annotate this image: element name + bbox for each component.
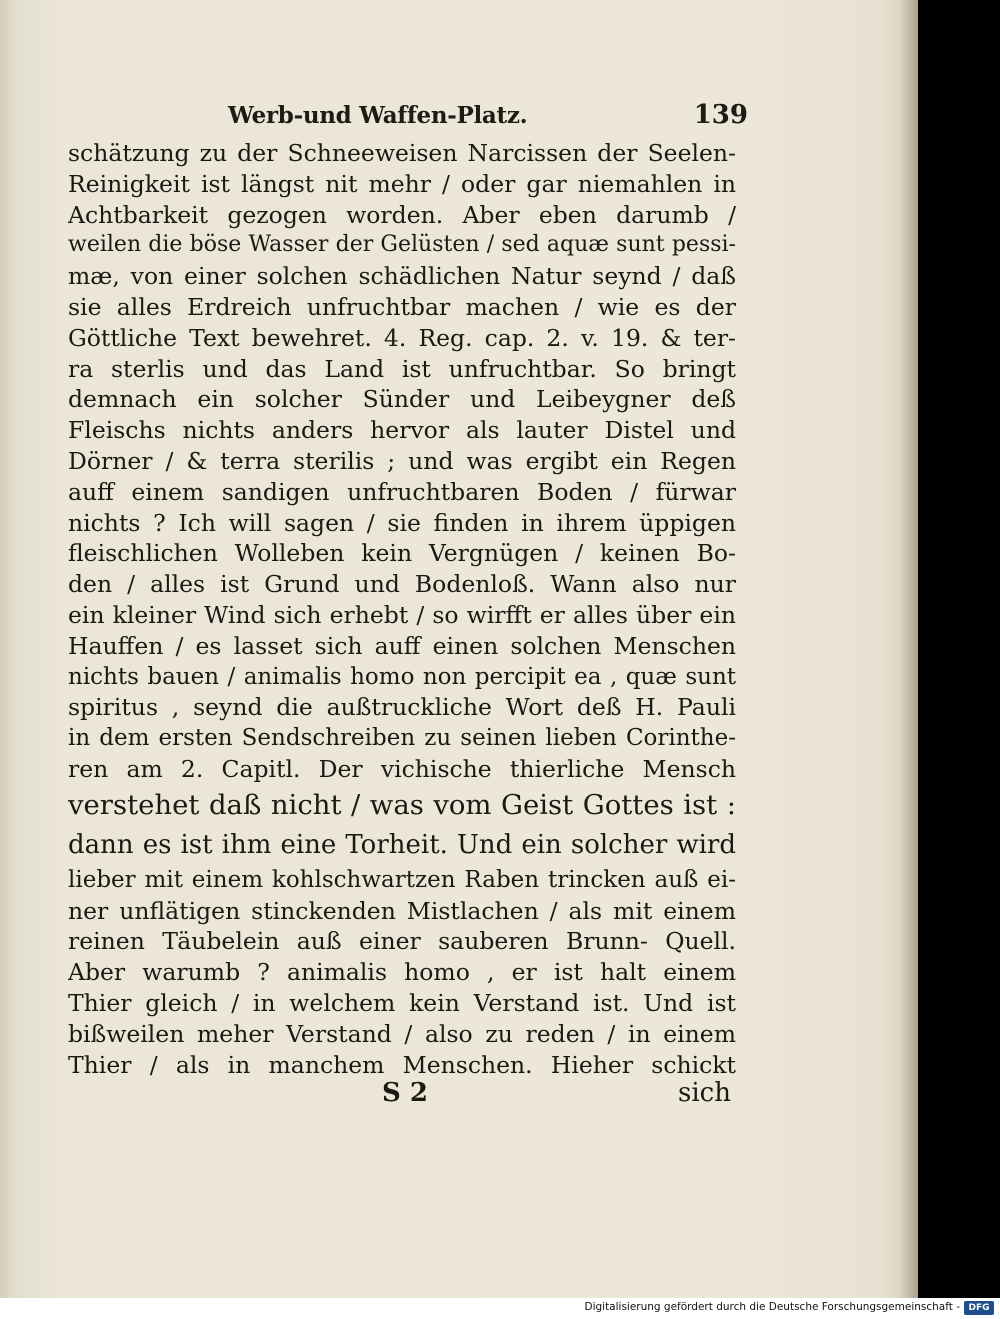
- text-line: in dem ersten Sendschreiben zu seinen lieben Corinthe-: [68, 725, 736, 752]
- body-text: [68, 138, 736, 1080]
- text-line-emphasis: verstehet daß nicht / was vom Geist Gottes ist :: [68, 788, 736, 821]
- text-line: auff einem sandigen unfruchtbaren Boden / fürwar: [68, 477, 736, 506]
- text-line: fleischlichen Wolleben kein Vergnügen / keinen Bo-: [68, 539, 736, 568]
- text-line: schätzung zu der Schneeweisen Narcissen der Seelen-: [68, 139, 736, 167]
- text-line-emphasis: dann es ist ihm eine Torheit. Und ein solcher wird: [68, 829, 736, 860]
- page-edge-shadow: [900, 0, 918, 1298]
- page-header: [228, 102, 748, 138]
- dfg-logo: DFG: [964, 1301, 994, 1315]
- text-line: spiritus , seynd die außtruckliche Wort deß H. Pauli: [68, 693, 736, 722]
- text-line: ren am 2. Capitl. Der vichische thierliche Mensch: [68, 754, 736, 783]
- signature-mark: S 2: [382, 1078, 428, 1108]
- text-line: sie alles Erdreich unfruchtbar machen / wie es der: [68, 292, 736, 321]
- text-line: Reinigkeit ist längst nit mehr / oder gar niemahlen in: [68, 169, 736, 198]
- text-line: ner unflätigen stinckenden Mistlachen / als mit einem: [68, 896, 736, 925]
- text-line: ein kleiner Wind sich erhebt / so wirfft er alles über ein: [68, 600, 736, 629]
- text-line: ra sterlis und das Land ist unfruchtbar. So bringt: [68, 354, 736, 383]
- running-head: Werb-und Waffen-Platz.: [228, 102, 528, 129]
- page-number: 139: [693, 100, 748, 130]
- text-line: nichts ? Ich will sagen / sie finden in ihrem üppigen: [68, 508, 736, 537]
- text-line: den / alles ist Grund und Bodenloß. Wann also nur: [68, 570, 736, 599]
- text-line: lieber mit einem kohlschwartzen Raben trincken auß ei-: [68, 866, 736, 893]
- text-line: mæ, von einer solchen schädlichen Natur seynd / daß: [68, 262, 736, 291]
- text-line: Dörner / & terra sterilis ; und was ergibt ein Regen: [68, 446, 736, 475]
- text-line: bißweilen meher Verstand / also zu reden / in einem: [68, 1019, 736, 1048]
- footer-bar: [0, 1298, 1000, 1319]
- text-line: nichts bauen / animalis homo non percipit ea , quæ sunt: [68, 663, 736, 690]
- text-line: demnach ein solcher Sünder und Leibeygner deß: [68, 385, 736, 414]
- funding-notice: Digitalisierung gefördert durch die Deutsche Forschungsgemeinschaft -: [584, 1301, 960, 1313]
- text-line: Fleischs nichts anders hervor als lauter Distel und: [68, 416, 736, 445]
- text-line: Achtbarkeit gezogen worden. Aber eben darumb /: [68, 200, 736, 229]
- text-line: Thier / als in manchem Menschen. Hieher schickt: [68, 1050, 736, 1079]
- text-line: reinen Täubelein auß einer sauberen Brunn- Quell.: [68, 927, 736, 956]
- text-line: Aber warumb ? animalis homo , er ist halt einem: [68, 958, 736, 987]
- text-line: Göttliche Text bewehret. 4. Reg. cap. 2. v. 19. & ter-: [68, 323, 736, 352]
- text-line: weilen die böse Wasser der Gelüsten / sed aquæ sunt pessi-: [68, 232, 736, 258]
- text-line: Hauffen / es lasset sich auff einen solchen Menschen: [68, 631, 736, 660]
- text-line: Thier gleich / in welchem kein Verstand ist. Und ist: [68, 988, 736, 1017]
- catchword: sich: [678, 1078, 731, 1108]
